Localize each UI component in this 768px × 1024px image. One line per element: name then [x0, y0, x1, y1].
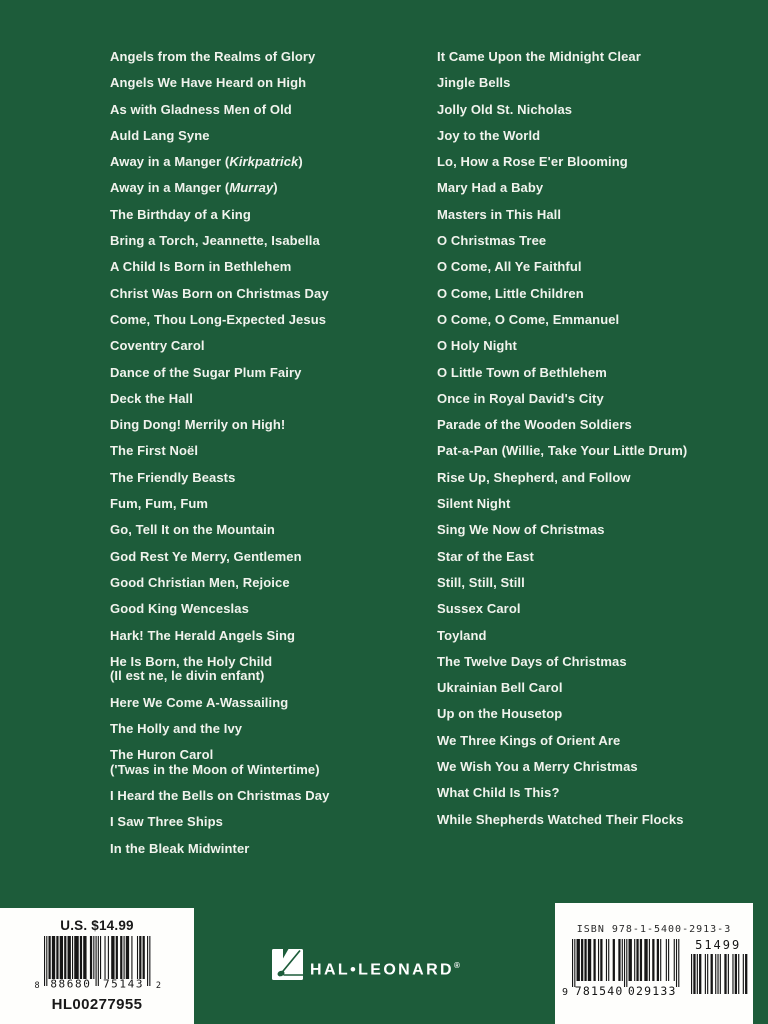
publisher-name: HAL•LEONARD [310, 961, 454, 978]
song-title: Lo, How a Rose E'er Blooming [437, 154, 628, 170]
song-title: Good Christian Men, Rejoice [110, 574, 290, 590]
song-title: O Holy Night [437, 338, 517, 354]
song-title: Away in a Manger (Murray) [110, 180, 278, 196]
song-title: The Birthday of a King [110, 206, 251, 222]
song-title: A Child Is Born in Bethlehem [110, 259, 292, 275]
isbn-barcode-row [555, 938, 753, 1000]
song-title: It Came Upon the Midnight Clear [437, 49, 641, 64]
song-title: O Little Town of Bethlehem [437, 364, 607, 380]
song-title: The Friendly Beasts [110, 469, 236, 485]
song-title: I Saw Three Ships [110, 814, 223, 830]
song-title: I Heard the Bells on Christmas Day [110, 788, 330, 804]
hal-leonard-wordmark [310, 962, 460, 980]
song-title: Mary Had a Baby [437, 180, 544, 196]
price-code-barcode [690, 938, 748, 1000]
song-title: Rise Up, Shepherd, and Follow [437, 469, 631, 485]
song-title: O Come, All Ye Faithful [437, 259, 582, 275]
song-title: Pat-a-Pan (Willie, Take Your Little Drum) [437, 443, 688, 459]
upc-barcode [0, 935, 194, 995]
song-title: The Twelve Days of Christmas [437, 653, 627, 669]
song-title: The Huron Carol ('Twas in the Moon of Wintertime) [110, 747, 320, 777]
song-title: God Rest Ye Merry, Gentlemen [110, 548, 302, 564]
song-title: O Christmas Tree [437, 233, 547, 249]
song-title: We Wish You a Merry Christmas [437, 759, 638, 775]
song-title: Joy to the World [437, 127, 541, 143]
song-title: Dance of the Sugar Plum Fairy [110, 364, 302, 380]
song-title: We Three Kings of Orient Are [437, 732, 621, 748]
song-title: Masters in This Hall [437, 206, 562, 222]
svg-text:8: 8 [34, 981, 40, 991]
svg-text:9: 9 [561, 987, 569, 998]
svg-text:029133: 029133 [627, 984, 677, 998]
svg-text:51499: 51499 [695, 938, 742, 952]
song-title: Star of the East [437, 548, 534, 564]
song-title: Up on the Housetop [437, 706, 563, 722]
registered-trademark-symbol: ® [454, 960, 460, 970]
song-title: As with Gladness Men of Old [110, 101, 292, 117]
song-title: Come, Thou Long-Expected Jesus [110, 311, 327, 327]
price-barcode-panel [0, 908, 194, 1024]
song-title: The Holly and the Ivy [110, 720, 243, 736]
song-title: Away in a Manger (Kirkpatrick) [110, 154, 303, 170]
isbn-number: ISBN 978-1-5400-2913-3 [576, 924, 732, 935]
svg-text:2: 2 [155, 981, 161, 991]
song-title: Silent Night [437, 496, 511, 512]
song-title: Coventry Carol [110, 338, 205, 354]
song-title: Deck the Hall [110, 390, 193, 406]
svg-text:88680: 88680 [50, 977, 92, 991]
hal-leonard-logo [272, 949, 460, 980]
song-title: O Come, O Come, Emmanuel [437, 311, 620, 327]
song-title: Parade of the Wooden Soldiers [437, 417, 632, 433]
song-title: Here We Come A-Wassailing [110, 694, 289, 710]
song-title: Fum, Fum, Fum [110, 496, 209, 512]
song-title: Good King Wenceslas [110, 601, 249, 617]
song-title: In the Bleak Midwinter [110, 840, 250, 856]
song-title: Jingle Bells [437, 75, 511, 91]
catalog-number: HL00277955 [51, 996, 143, 1013]
song-title: Auld Lang Syne [110, 127, 210, 143]
song-title: Ukrainian Bell Carol [437, 680, 563, 696]
song-title: Once in Royal David's City [437, 390, 604, 406]
song-title: Angels We Have Heard on High [110, 75, 307, 91]
song-title: He Is Born, the Holy Child (Il est ne, le divin enfant) [110, 653, 273, 684]
hal-leonard-note-icon [272, 949, 303, 980]
song-title: Angels from the Realms of Glory [110, 49, 316, 64]
song-title: Go, Tell It on the Mountain [110, 522, 275, 538]
isbn-barcode-panel [555, 903, 753, 1024]
song-title: While Shepherds Watched Their Flocks [437, 811, 684, 827]
song-title: Toyland [437, 627, 487, 643]
song-title: The First Noël [110, 443, 199, 459]
song-title: Jolly Old St. Nicholas [437, 101, 573, 117]
song-title: Still, Still, Still [437, 574, 525, 590]
song-list-left-column [110, 50, 329, 868]
song-title: Sing We Now of Christmas [437, 522, 605, 538]
song-title: Ding Dong! Merrily on High! [110, 417, 286, 433]
song-title: Hark! The Herald Angels Sing [110, 627, 296, 643]
song-title: Christ Was Born on Christmas Day [110, 285, 329, 301]
song-title: Sussex Carol [437, 601, 521, 617]
price-label: U.S. $14.99 [60, 918, 134, 933]
svg-text:781540: 781540 [574, 984, 624, 998]
ean-barcode [560, 938, 681, 1000]
song-title: O Come, Little Children [437, 285, 584, 301]
song-title: Bring a Torch, Jeannette, Isabella [110, 233, 320, 249]
song-list-right-column [437, 50, 687, 839]
song-title: What Child Is This? [437, 785, 560, 801]
svg-text:75143: 75143 [102, 977, 145, 991]
